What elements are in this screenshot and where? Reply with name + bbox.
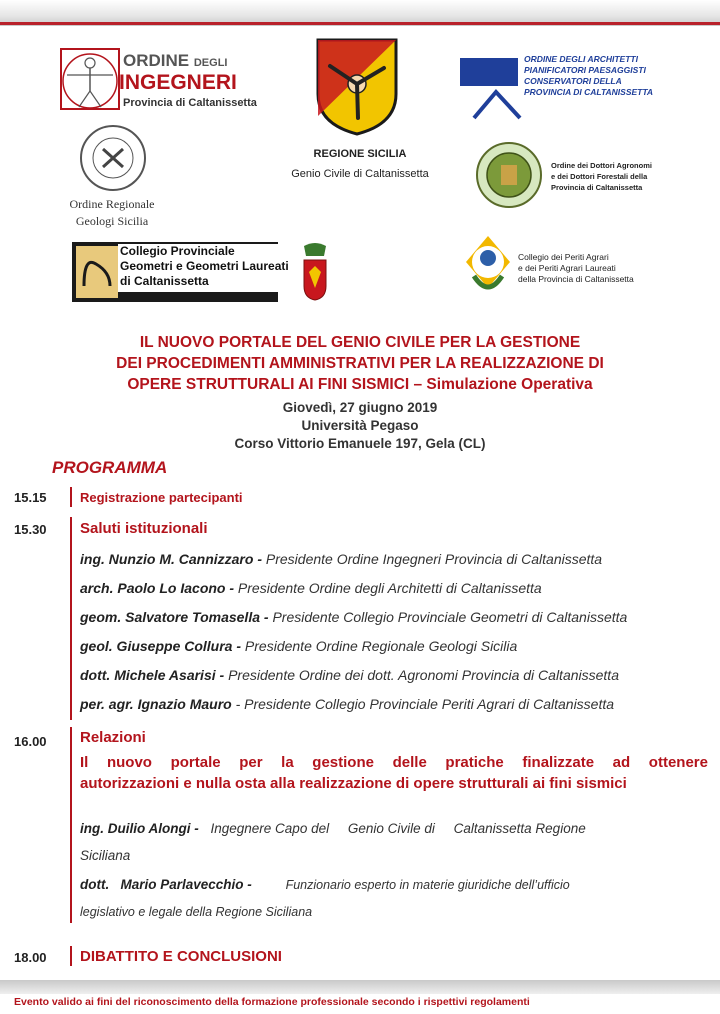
geometri-mark-icon (76, 246, 118, 298)
speaker-name: dott. Michele Asarisi - (80, 667, 225, 683)
relatore-role-cont: Siciliana (80, 848, 131, 863)
relatore-name: dott. Mario Parlavecchio - (80, 877, 252, 892)
registrazione-label: Registrazione partecipanti (80, 490, 243, 505)
event-details (0, 399, 720, 453)
speaker-role: Presidente Ordine dei dott. Agronomi Provincia di Caltanissetta (228, 667, 619, 683)
speaker-name: geol. Giuseppe Collura - (80, 638, 242, 654)
periti-line3: della Provincia di Caltanissetta (518, 274, 634, 284)
speaker-name: ing. Nunzio M. Cannizzaro - (80, 551, 262, 567)
geologi-line2: Geologi Sicilia (75, 214, 149, 228)
relazione-topic (80, 752, 708, 794)
geologi-seal-icon (78, 123, 148, 193)
ingegneri-line1b: DEGLI (193, 57, 228, 69)
ordine-architetti-logo (458, 52, 688, 122)
geometri-line2: Geometri e Geometri Laureati (120, 259, 289, 273)
speaker-role: Presidente Ordine Regionale Geologi Sicilia (244, 638, 518, 654)
speaker-role: Presidente Ordine degli Architetti di Caltanissetta (237, 580, 542, 596)
top-red-line (0, 22, 720, 25)
architetti-line1: ORDINE DEGLI ARCHITETTI (524, 54, 638, 64)
divider-line (70, 517, 72, 720)
topic-line1: Il nuovo portale per la gestione delle pratiche finalizzate ad ottenere (80, 754, 708, 771)
regione-sicilia-logo (312, 36, 402, 136)
geologi-line1: Ordine Regionale (69, 197, 155, 211)
regione-line2: Genio Civile di Caltanissetta (291, 168, 429, 180)
speaker-row (80, 580, 542, 596)
time-1600: 16.00 (14, 734, 47, 749)
relatore-name: ing. Duilio Alongi - (80, 821, 199, 836)
periti-line2: e dei Periti Agrari Laureati (518, 263, 616, 273)
vitruvian-man-icon (55, 45, 125, 115)
agronomi-line1: Ordine dei Dottori Agronomi (551, 161, 652, 170)
relatore-role-cont: legislativo e legale della Regione Siciliana (80, 905, 313, 919)
geometri-line3: di Caltanissetta (120, 274, 209, 288)
provincia-crest-icon (300, 242, 330, 302)
speaker-row (80, 696, 614, 712)
divider-line (70, 946, 72, 966)
footer-note: Evento valido ai fini del riconoscimento della formazione professionale secondo i rispettivi regolamenti (14, 996, 530, 1008)
agronomi-line3: Provincia di Caltanissetta (551, 183, 643, 192)
architetti-line3: CONSERVATORI DELLA (524, 76, 622, 86)
speaker-role: Presidente Ordine Ingegneri Provincia di Caltanissetta (265, 551, 603, 567)
speaker-role: - Presidente Collegio Provinciale Periti Agrari di Caltanissetta (235, 696, 615, 712)
relazioni-label: Relazioni (80, 729, 146, 746)
time-1515: 15.15 (14, 490, 47, 505)
title-line2: DEI PROCEDIMENTI AMMINISTRATIVI PER LA REALIZZAZIONE DI (116, 355, 604, 372)
regione-line1: REGIONE SICILIA (313, 148, 407, 160)
trinacria-shield-icon (312, 36, 402, 136)
relatore-row (80, 877, 570, 892)
divider-line (70, 727, 72, 923)
event-date: Giovedì, 27 giugno 2019 (282, 400, 438, 415)
relatore-role: Funzionario esperto in materie giuridiche dell’ufficio (285, 878, 570, 892)
title-line1: IL NUOVO PORTALE DEL GENIO CIVILE PER LA GESTIONE (139, 334, 581, 351)
speaker-row (80, 609, 627, 625)
speaker-row (80, 667, 619, 683)
architetti-line2: PIANIFICATORI PAESAGGISTI (524, 65, 646, 75)
speaker-name: per. agr. Ignazio Mauro (80, 696, 232, 712)
geometri-line1: Collegio Provinciale (120, 244, 235, 258)
event-title (0, 332, 720, 395)
saluti-label: Saluti istituzionali (80, 520, 208, 537)
programma-heading: PROGRAMMA (52, 458, 168, 477)
event-address: Corso Vittorio Emanuele 197, Gela (CL) (234, 436, 486, 451)
periti-line1: Collegio dei Periti Agrari (518, 252, 609, 262)
agronomi-line2: e dei Dottori Forestali della (551, 172, 648, 181)
dibattito-label: DIBATTITO E CONCLUSIONI (80, 948, 282, 965)
speaker-role: Presidente Collegio Provinciale Geometri di Caltanissetta (272, 609, 628, 625)
periti-agrari-logo-icon (462, 232, 514, 298)
event-venue: Università Pegaso (301, 418, 419, 433)
architetti-line4: PROVINCIA DI CALTANISSETTA (524, 87, 654, 97)
speaker-row (80, 638, 517, 654)
relatore-role: Ingegnere Capo del Genio Civile di Caltanissetta Regione (210, 821, 586, 836)
ingegneri-line1: ORDINE (123, 51, 190, 70)
ordine-ingegneri-logo (55, 45, 257, 115)
topic-line2: autorizzazioni e nulla osta alla realizzazione di opere strutturali ai fini sismici (80, 775, 627, 792)
ingegneri-line3: Provincia di Caltanissetta (123, 97, 257, 109)
agronomi-seal-icon (475, 141, 543, 209)
architetti-triangle-icon (458, 52, 528, 122)
ingegneri-line2: INGEGNERI (119, 71, 237, 94)
bottom-banner (0, 980, 720, 994)
speaker-name: arch. Paolo Lo Iacono - (80, 580, 235, 596)
relatore-row (80, 821, 586, 836)
geometri-logo (72, 242, 289, 302)
speaker-row (80, 551, 602, 567)
title-line3: OPERE STRUTTURALI AI FINI SISMICI – Simulazione Operativa (127, 376, 593, 393)
time-1530: 15.30 (14, 522, 47, 537)
speaker-name: geom. Salvatore Tomasella - (80, 609, 269, 625)
time-1800: 18.00 (14, 950, 47, 965)
divider-line (70, 487, 72, 507)
